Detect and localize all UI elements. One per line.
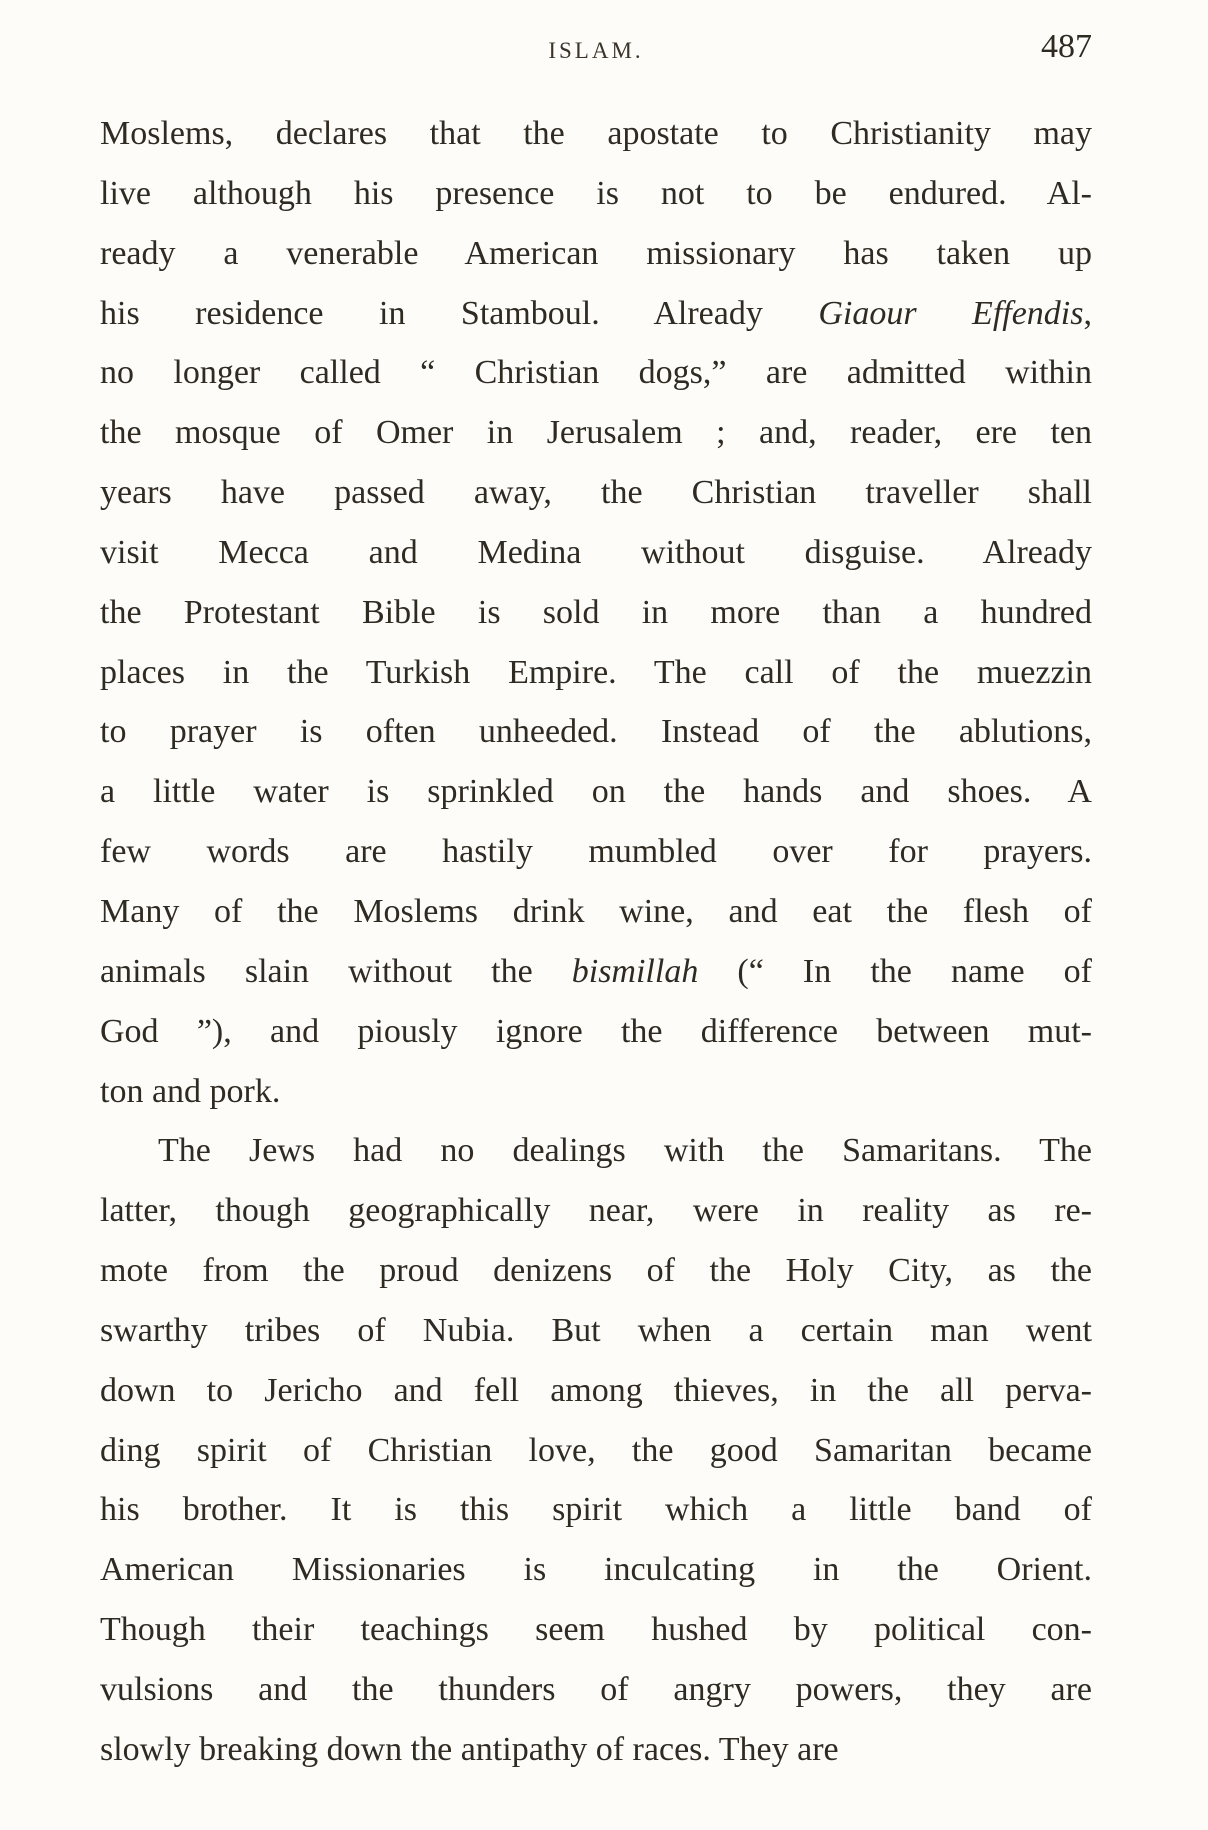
text-line: down to Jericho and fell among thieves, in the all perva- (100, 1371, 1092, 1409)
text-line: ton and pork. (100, 1072, 281, 1110)
text-line: Many of the Moslems drink wine, and eat the flesh of (100, 892, 1092, 930)
text-line: Moslems, declares that the apostate to Christianity may (100, 115, 1092, 152)
text-line: no longer called “ Christian dogs,” are admitted within (100, 354, 1092, 392)
text-line: the mosque of Omer in Jerusalem ; and, reader, ere ten (100, 414, 1092, 452)
text-segment: his residence in Stamboul. Already (100, 294, 819, 332)
text-line: places in the Turkish Empire. The call of the muezzin (100, 653, 1092, 691)
text-line: live although his presence is not to be endured. Al- (100, 174, 1092, 212)
running-head (100, 28, 1092, 78)
text-line: visit Mecca and Medina without disguise. Already (100, 533, 1092, 571)
page-number: 487 (1041, 28, 1092, 65)
text-line (100, 942, 1092, 1002)
text-line: mote from the proud denizens of the Holy City, as the (100, 1252, 1092, 1290)
text-line: ding spirit of Christian love, the good Samaritan became (100, 1431, 1092, 1469)
text-line: vulsions and the thunders of angry powers, they are (100, 1670, 1092, 1708)
text-segment: animals slain without the (100, 952, 572, 990)
paragraph (100, 104, 1092, 1121)
text-line: slowly breaking down the antipathy of races. They are (100, 1730, 839, 1768)
text-line: years have passed away, the Christian traveller shall (100, 474, 1092, 512)
text-line: a little water is sprinkled on the hands and shoes. A (100, 773, 1092, 811)
paragraph (100, 1121, 1092, 1779)
text-line: his brother. It is this spirit which a little band of (100, 1491, 1092, 1529)
text-line: latter, though geographically near, were in reality as re- (100, 1192, 1092, 1230)
text-line: ready a venerable American missionary has taken up (100, 234, 1092, 272)
text-line: the Protestant Bible is sold in more than a hundred (100, 593, 1092, 631)
text-line: The Jews had no dealings with the Samaritans. The (158, 1132, 1092, 1170)
text-line: swarthy tribes of Nubia. But when a certain man went (100, 1311, 1092, 1349)
text-segment: , (1083, 294, 1092, 332)
body-text (100, 104, 1092, 1780)
running-title: ISLAM. (548, 38, 644, 63)
italic-term: bismillah (571, 952, 699, 990)
text-line: to prayer is often unheeded. Instead of the ablutions, (100, 713, 1092, 751)
italic-term: Giaour Effendis (818, 294, 1084, 332)
text-line: few words are hastily mumbled over for prayers. (100, 833, 1092, 871)
text-line (100, 284, 1092, 344)
text-line: American Missionaries is inculcating in the Orient. (100, 1551, 1092, 1589)
text-segment: (“ In the name of (698, 952, 1092, 990)
text-line: God ”), and piously ignore the difference between mut- (100, 1012, 1092, 1050)
text-line: Though their teachings seem hushed by political con- (100, 1611, 1092, 1649)
